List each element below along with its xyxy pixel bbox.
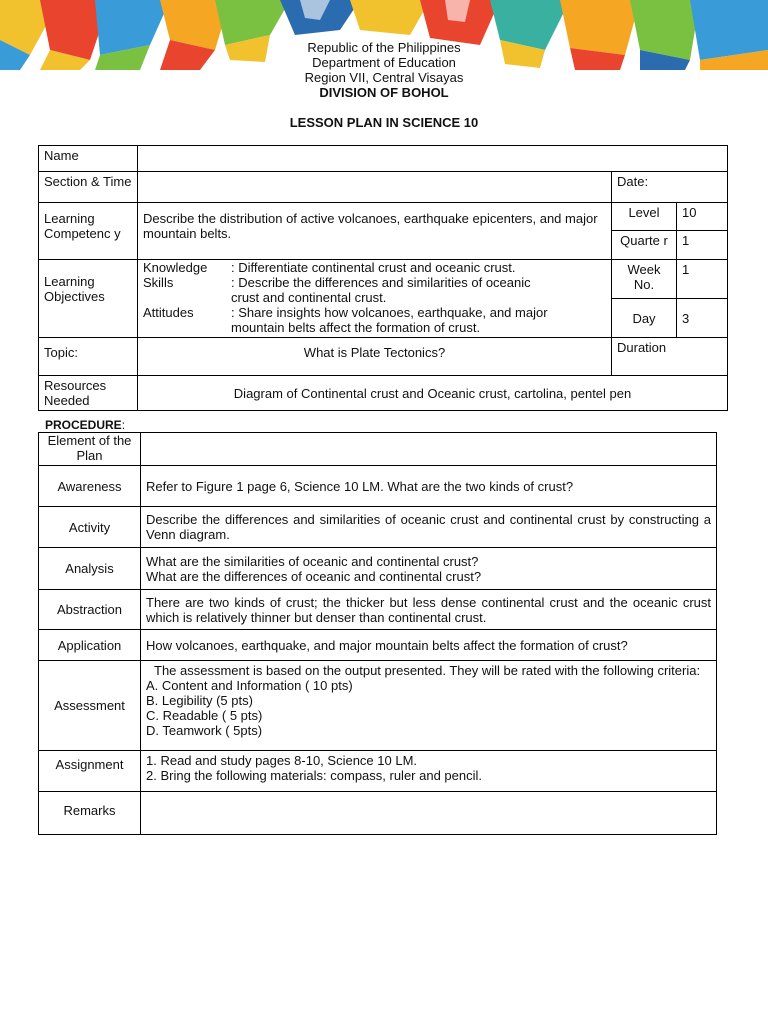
abstraction-label: Abstraction [39, 590, 141, 630]
level-label: Level [612, 203, 677, 231]
assignment-label: Assignment [39, 751, 141, 792]
level-value: 10 [677, 203, 728, 231]
skills-text: : Describe the differences and similarities of oceanic [231, 275, 531, 290]
application-text: How volcanoes, earthquake, and major mountain belts affect the formation of crust? [141, 630, 717, 661]
element-header: Element of the Plan [39, 433, 141, 466]
assignment-cell [141, 751, 717, 792]
section-time-field[interactable] [138, 172, 612, 203]
attitudes-text-cont: mountain belts affect the formation of crust. [231, 320, 481, 335]
document-title: LESSON PLAN IN SCIENCE 10 [289, 115, 479, 130]
department-line: Department of Education [312, 55, 456, 70]
activity-text: Describe the differences and similarities of oceanic crust and continental crust by constructing a Venn diagram. [141, 507, 717, 548]
division-line: DIVISION OF BOHOL [319, 85, 449, 100]
analysis-question-1: What are the similarities of oceanic and continental crust? [146, 553, 479, 569]
remarks-label: Remarks [39, 792, 141, 835]
objectives-cell [138, 260, 612, 338]
attitudes-label: Attitudes [143, 305, 194, 320]
week-value: 1 [677, 260, 728, 299]
lesson-info-table [38, 145, 728, 411]
quarter-value: 1 [677, 231, 728, 260]
name-label: Name [39, 146, 138, 172]
assessment-criterion-b: B. Legibility (5 pts) [146, 693, 253, 708]
knowledge-text: : Differentiate continental crust and oceanic crust. [231, 260, 516, 275]
procedure-table [38, 432, 717, 835]
week-label: Week No. [612, 260, 677, 299]
abstraction-text: There are two kinds of crust; the thicker but less dense continental crust and the oceanic crust which is relatively thinner but denser than continental crust. [141, 590, 717, 630]
analysis-cell [141, 548, 717, 590]
section-time-label: Section & Time [39, 172, 138, 203]
attitudes-row [143, 305, 606, 320]
objectives-label: Learning Objectives [39, 260, 138, 338]
topic-value: What is Plate Tectonics? [138, 338, 612, 376]
assignment-item-2: 2. Bring the following materials: compass, ruler and pencil. [146, 768, 482, 783]
resources-label: Resources Needed [39, 376, 138, 411]
day-label: Day [612, 299, 677, 338]
date-label: Date: [612, 172, 728, 203]
assessment-cell [141, 661, 717, 751]
competency-label: Learning Competenc y [39, 203, 138, 260]
awareness-text: Refer to Figure 1 page 6, Science 10 LM. What are the two kinds of crust? [141, 466, 717, 507]
skills-row [143, 275, 606, 290]
resources-value: Diagram of Continental crust and Oceanic crust, cartolina, pentel pen [138, 376, 728, 411]
attitudes-text: : Share insights how volcanoes, earthquake, and major [231, 305, 548, 320]
analysis-question-2: What are the differences of oceanic and continental crust? [146, 568, 482, 584]
awareness-label: Awareness [39, 466, 141, 507]
assignment-item-1: 1. Read and study pages 8-10, Science 10 LM. [146, 753, 418, 768]
knowledge-label: Knowledge [143, 260, 208, 275]
duration-label: Duration [612, 338, 728, 376]
application-label: Application [39, 630, 141, 661]
quarter-label: Quarte r [612, 231, 677, 260]
topic-label: Topic: [39, 338, 138, 376]
element-header-blank [141, 433, 717, 466]
procedure-label-text: PROCEDURE [45, 418, 122, 432]
name-field[interactable] [138, 146, 728, 172]
knowledge-row [143, 260, 606, 275]
assessment-label: Assessment [39, 661, 141, 751]
assessment-intro: The assessment is based on the output presented. They will be rated with the following criteria: [154, 663, 701, 678]
skills-text-cont: crust and continental crust. [231, 290, 387, 305]
republic-line: Republic of the Philippines [307, 40, 461, 55]
skills-label: Skills [143, 275, 174, 290]
assessment-criterion-a: A. Content and Information ( 10 pts) [146, 678, 353, 693]
analysis-label: Analysis [39, 548, 141, 590]
region-line: Region VII, Central Visayas [304, 70, 464, 85]
activity-label: Activity [39, 507, 141, 548]
assessment-criterion-c: C. Readable ( 5 pts) [146, 708, 263, 723]
remarks-field[interactable] [141, 792, 717, 835]
competency-text: Describe the distribution of active volcanoes, earthquake epicenters, and major mountain belts. [138, 203, 612, 260]
assessment-criterion-d: D. Teamwork ( 5pts) [146, 723, 263, 738]
day-value: 3 [677, 299, 728, 338]
procedure-label-colon: : [121, 418, 126, 432]
procedure-heading [45, 418, 125, 432]
